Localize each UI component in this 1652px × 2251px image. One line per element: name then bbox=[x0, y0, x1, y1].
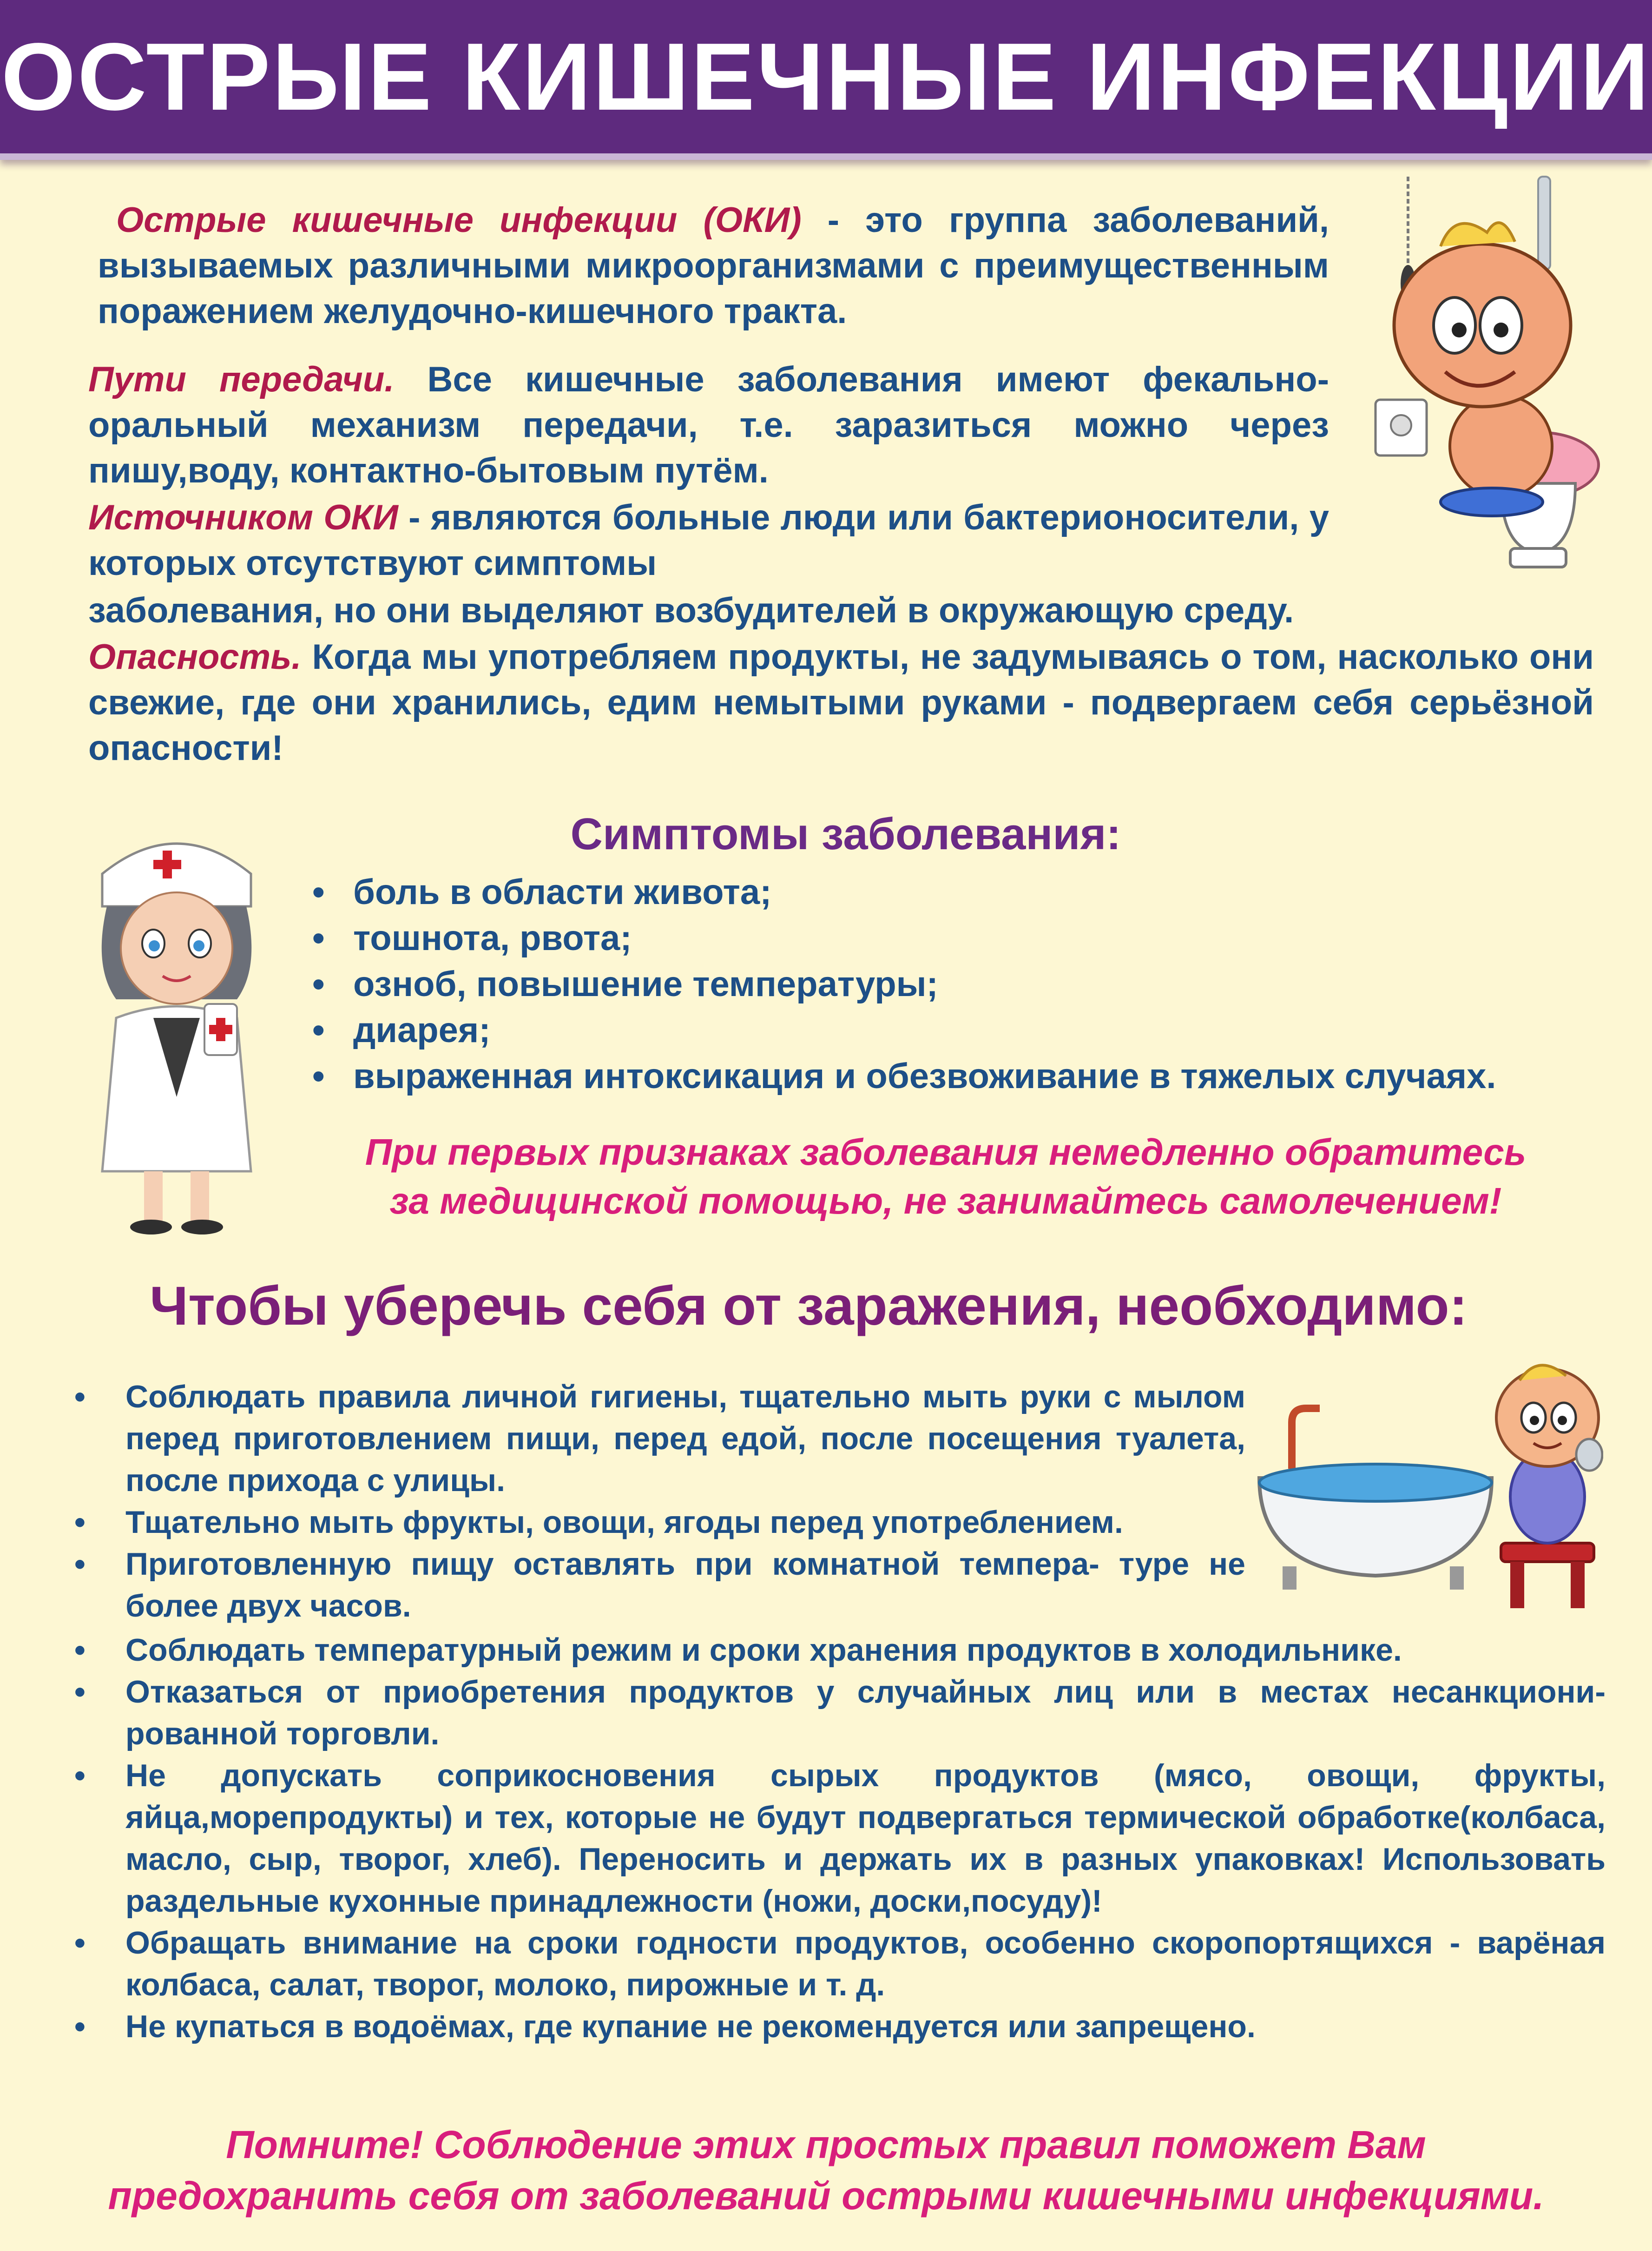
source-paragraph-top bbox=[88, 495, 1329, 586]
bullet-icon: • bbox=[312, 872, 325, 912]
page-title: ОСТРЫЕ КИШЕЧНЫЕ ИНФЕКЦИИ bbox=[1, 23, 1651, 130]
symptom-item: • диарея; bbox=[307, 1007, 1636, 1053]
bullet-icon: • bbox=[74, 1632, 86, 1668]
baby-on-toilet-illustration bbox=[1362, 167, 1603, 586]
intro-term: Острые кишечные инфекции (ОКИ) bbox=[116, 200, 802, 240]
source-text-top: - являются больные люди или бактерионосители, у которых отсутствуют симптомы bbox=[88, 498, 1329, 583]
bullet-icon: • bbox=[74, 1925, 86, 1961]
transmission-paragraph bbox=[88, 357, 1329, 494]
symptom-item: • озноб, повышение температуры; bbox=[307, 961, 1636, 1007]
baby-bathtub-illustration bbox=[1250, 1357, 1603, 1617]
source-label: Источником ОКИ bbox=[88, 498, 398, 537]
bullet-icon: • bbox=[312, 1056, 325, 1096]
danger-label: Опасность. bbox=[88, 637, 302, 677]
bullet-icon: • bbox=[74, 1758, 86, 1793]
bullet-icon: • bbox=[312, 964, 325, 1004]
prevention-heading: Чтобы уберечь себя от заражения, необходимо: bbox=[150, 1275, 1468, 1337]
title-banner bbox=[0, 0, 1652, 160]
footer-line-1: Помните! Соблюдение этих простых правил поможет Вам bbox=[226, 2123, 1426, 2166]
prevention-list-wide bbox=[74, 1629, 1606, 2047]
warning-line-2: за медицинской помощью, не занимайтесь самолечением! bbox=[389, 1180, 1502, 1221]
symptoms-heading: Симптомы заболевания: bbox=[570, 809, 1121, 859]
rule-item: • Соблюдать правила личной гигиены, тщательно мыть руки с мылом перед приготовлением пищи, перед едой, после посещения туалета, после прихода с улицы. bbox=[74, 1376, 1245, 1501]
symptom-item: • тошнота, рвота; bbox=[307, 915, 1636, 961]
bullet-icon: • bbox=[74, 2009, 86, 2044]
danger-paragraph bbox=[88, 634, 1594, 771]
footer-line-2: предохранить себя от заболеваний острыми кишечными инфекциями. bbox=[108, 2174, 1544, 2218]
rule-item: • Не купаться в водоёмах, где купание не рекомендуется или запрещено. bbox=[74, 2006, 1606, 2047]
bullet-icon: • bbox=[74, 1505, 86, 1540]
symptoms-list bbox=[307, 869, 1636, 1099]
rule-item: • Приготовленную пищу оставлять при комнатной темпера- туре не более двух часов. bbox=[74, 1543, 1245, 1627]
intro-text: - это группа заболеваний, вызываемых различными микроорганизмами с преимущественным поражением желудочно-кишечного тракта. bbox=[98, 200, 1329, 331]
warning-line-1: При первых признаках заболевания немедленно обратитесь bbox=[365, 1131, 1527, 1173]
prevention-list-narrow bbox=[74, 1376, 1245, 1627]
rule-item: • Отказаться от приобретения продуктов у случайных лиц или в местах несанкциони- рованной торговли. bbox=[74, 1671, 1606, 1755]
nurse-illustration bbox=[74, 818, 279, 1236]
rule-item: • Тщательно мыть фрукты, овощи, ягоды перед употреблением. bbox=[74, 1501, 1245, 1543]
bullet-icon: • bbox=[312, 918, 325, 958]
source-text-bottom: заболевания, но они выделяют возбудителей в окружающую среду. bbox=[88, 591, 1294, 630]
rule-item: • Соблюдать температурный режим и сроки хранения продуктов в холодильнике. bbox=[74, 1629, 1606, 1671]
bullet-icon: • bbox=[74, 1379, 86, 1414]
symptom-item: • боль в области живота; bbox=[307, 869, 1636, 915]
rule-item: • Обращать внимание на сроки годности продуктов, особенно скоропортящихся - варёная колбаса, салат, творог, молоко, пирожные и т. д. bbox=[74, 1922, 1606, 2006]
bullet-icon: • bbox=[312, 1010, 325, 1050]
transmission-text: Все кишечные заболевания имеют фекально-оральный механизм передачи, т.е. заразиться можно через пишу,воду, контактно-бытовым путём. bbox=[88, 360, 1329, 490]
intro-paragraph bbox=[98, 198, 1329, 334]
source-paragraph-bottom bbox=[88, 588, 1575, 634]
bullet-icon: • bbox=[74, 1546, 86, 1582]
bullet-icon: • bbox=[74, 1674, 86, 1710]
transmission-label: Пути передачи. bbox=[88, 360, 395, 399]
rule-item: • Не допускать соприкосновения сырых продуктов (мясо, овощи, фрукты, яйца,морепродукты) и тех, которые не будут подвергаться термической обработке(колбаса, масло, сыр, творог, хлеб). Переносить и держать их в разных упаковках! Использовать раздельные кухонные принадлежности (ножи, доски,посуду)! bbox=[74, 1755, 1606, 1922]
danger-text: Когда мы употребляем продукты, не задумываясь о том, насколько они свежие, где они хранились, едим немытыми руками - подвергаем себя серьёзной опасности! bbox=[88, 637, 1594, 768]
symptom-item: • выраженная интоксикация и обезвоживание в тяжелых случаях. bbox=[307, 1053, 1636, 1099]
